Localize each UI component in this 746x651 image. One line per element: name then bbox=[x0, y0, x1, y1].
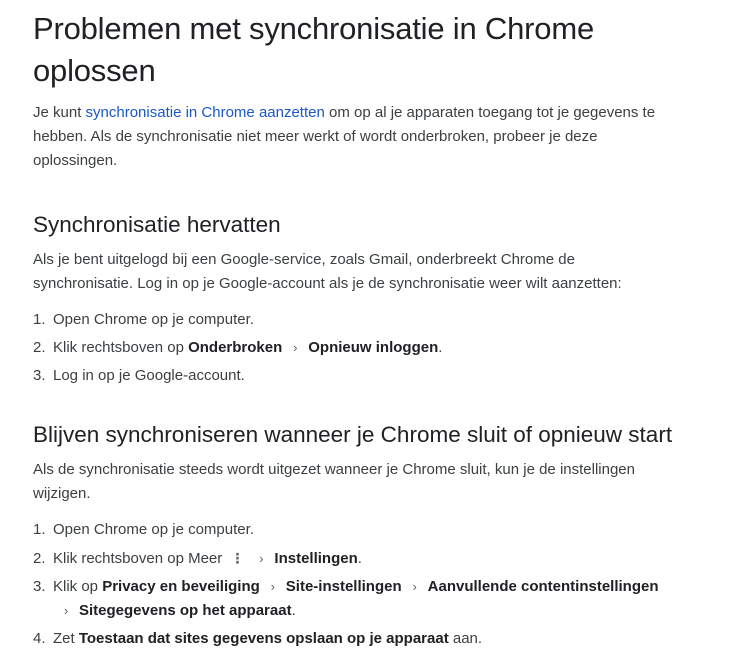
allow-sites-save-data-label: Toestaan dat sites gegevens opslaan op je apparaat bbox=[78, 630, 449, 647]
section-heading-resume-sync: Synchronisatie hervatten bbox=[33, 212, 281, 237]
paused-label: Onderbroken bbox=[188, 339, 283, 356]
list-item bbox=[33, 518, 728, 542]
step-text: Log in op je Google-account. bbox=[53, 367, 245, 384]
step-text: Klik rechtsboven op Meer bbox=[53, 550, 227, 567]
list-item bbox=[33, 308, 728, 332]
step-number: 1. bbox=[33, 311, 46, 328]
intro-text-line2: hebben. Als de synchronisatie niet meer werkt of wordt onderbroken, probeer je deze bbox=[33, 128, 598, 145]
page-title bbox=[33, 8, 728, 92]
privacy-security-label: Privacy en beveiliging bbox=[102, 578, 260, 595]
intro-text-after: om op al je apparaten toegang tot je gegevens te bbox=[324, 104, 656, 121]
intro-text-before: Je kunt bbox=[33, 104, 86, 121]
section2-steps bbox=[33, 518, 728, 651]
list-item bbox=[33, 575, 728, 623]
additional-content-settings-label: Aanvullende contentinstellingen bbox=[427, 578, 659, 595]
chevron-right-icon: › bbox=[63, 603, 69, 618]
chevron-right-icon: › bbox=[412, 579, 417, 594]
step-number: 4. bbox=[33, 630, 46, 647]
step-text: Klik rechtsboven op bbox=[53, 339, 189, 356]
chevron-right-icon: › bbox=[293, 340, 298, 355]
settings-label: Instellingen bbox=[274, 550, 358, 567]
step-text-end: aan. bbox=[448, 630, 483, 647]
section1-paragraph bbox=[33, 248, 728, 296]
section2-text-line1: Als de synchronisatie steeds wordt uitgezet wanneer je Chrome sluit, kun je de instellingen bbox=[33, 461, 635, 478]
step-continuation bbox=[33, 602, 296, 619]
sign-in-again-label: Opnieuw inloggen bbox=[308, 339, 439, 356]
step-number: 3. bbox=[33, 578, 46, 595]
step-number: 3. bbox=[33, 367, 46, 384]
site-settings-label: Site-instellingen bbox=[285, 578, 402, 595]
section2-text-line2: wijzigen. bbox=[33, 485, 91, 502]
list-item bbox=[33, 546, 728, 571]
more-vert-icon: ⋮ bbox=[230, 550, 245, 566]
step-number: 2. bbox=[33, 550, 46, 567]
section-heading-keep-syncing: Blijven synchroniseren wanneer je Chrome sluit of opnieuw start bbox=[33, 422, 673, 447]
list-item bbox=[33, 336, 728, 360]
list-item bbox=[33, 627, 728, 651]
step-text: Zet bbox=[53, 630, 79, 647]
intro-paragraph bbox=[33, 101, 728, 173]
step-number: 1. bbox=[33, 521, 46, 538]
section2-paragraph bbox=[33, 458, 728, 506]
turn-on-sync-link[interactable]: synchronisatie in Chrome aanzetten bbox=[85, 104, 325, 121]
list-item bbox=[33, 364, 728, 388]
section1-steps bbox=[33, 308, 728, 388]
page-title-line1: Problemen met synchronisatie in Chrome bbox=[33, 11, 594, 46]
step-text: Klik op bbox=[53, 578, 103, 595]
step-text-end: . bbox=[438, 339, 443, 356]
page-title-line2: oplossen bbox=[33, 53, 156, 88]
step-text-end: . bbox=[291, 602, 296, 619]
step-text: Open Chrome op je computer. bbox=[53, 521, 254, 538]
step-text-end: . bbox=[357, 550, 362, 567]
chevron-right-icon: › bbox=[270, 579, 275, 594]
section1-text-line1: Als je bent uitgelogd bij een Google-service, zoals Gmail, onderbreekt Chrome de bbox=[33, 251, 575, 268]
intro-text-line3: oplossingen. bbox=[33, 152, 118, 169]
chevron-right-icon: › bbox=[259, 551, 264, 566]
step-number: 2. bbox=[33, 339, 46, 356]
section1-text-line2: synchronisatie. Log in op je Google-account als je de synchronisatie weer wilt aanzetten: bbox=[33, 275, 622, 292]
on-device-site-data-label: Sitegegevens op het apparaat bbox=[79, 602, 292, 619]
step-text: Open Chrome op je computer. bbox=[53, 311, 254, 328]
